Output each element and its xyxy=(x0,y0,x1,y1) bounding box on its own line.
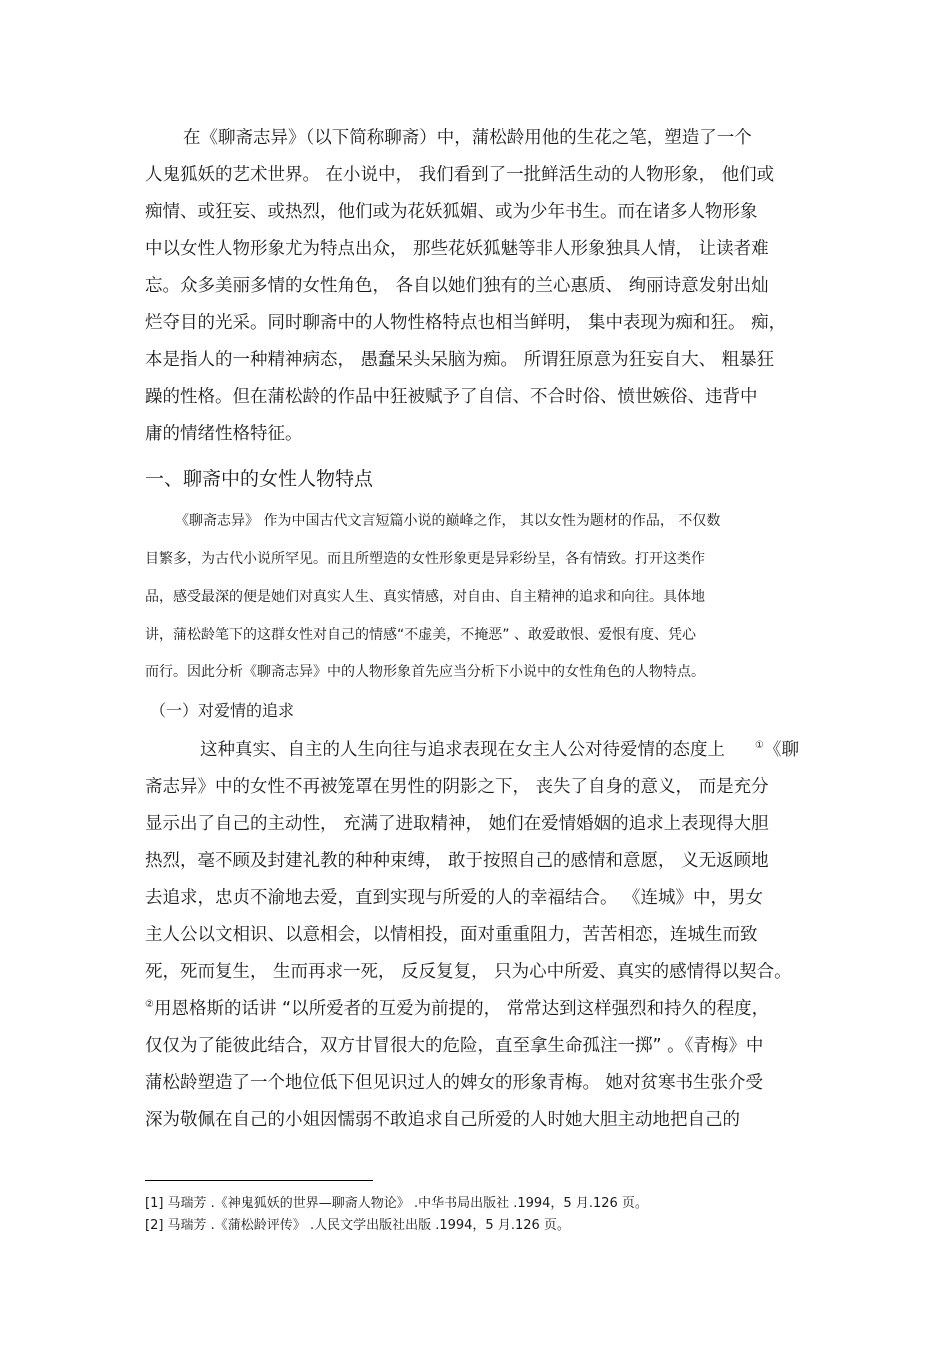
intro-line: 痴情、或狂妄、或热烈，他们或为花妖狐媚、或为少年书生。而在诸多人物形象 xyxy=(145,202,758,222)
subsection-line: 深为敬佩在自己的小姐因懦弱不敢追求自己所爱的人时她大胆主动地把自己的 xyxy=(145,1110,740,1130)
subsection-heading: （一）对爱情的追求 xyxy=(150,701,295,720)
intro-line: 忘。众多美丽多情的女性角色， 各自以她们独有的兰心惠质、 绚丽诗意发射出灿 xyxy=(145,276,769,296)
intro-line: 庸的情绪性格特征。 xyxy=(145,424,303,444)
intro-line: 本是指人的一种精神病态， 愚蠢呆头呆脑为痴。 所谓狂原意为狂妄自大、 粗暴狂 xyxy=(145,350,775,370)
intro-line: 在《聊斋志异》（以下简称聊斋）中，蒲松龄用他的生花之笔，塑造了一个 xyxy=(183,128,752,148)
subsection-line-text: 用恩格斯的话讲 “以所爱者的互爱为前提的， 常常达到这样强烈和持久的程度， xyxy=(153,999,770,1019)
section-line: 品，感受最深的便是她们对真实人生、真实情感，对自由、自主精神的追求和向往。具体地 xyxy=(145,589,705,605)
subsection-line: 斋志异》中的女性不再被笼罩在男性的阴影之下， 丧失了自身的意义， 而是充分 xyxy=(145,777,769,797)
subsection-line: 主人公以文相识、以意相会，以情相投，面对重重阻力，苦苦相恋，连城生而致 xyxy=(145,925,758,945)
subsection-line: 显示出了自己的主动性， 充满了进取精神， 她们在爱情婚姻的追求上表现得大胆 xyxy=(145,814,769,834)
subsection-line-text: 这种真实、自主的人生向往与追求表现在女主人公对待爱情的态度上 xyxy=(200,740,725,760)
subsection-line xyxy=(145,995,805,1020)
footnote-marker: ① xyxy=(755,740,764,752)
footnote: [1] 马瑞芳 .《神鬼狐妖的世界—聊斋人物论》 .中华书局出版社 .1994，5 月.126 页。 xyxy=(145,1196,648,1211)
intro-line: 烂夺目的光采。同时聊斋中的人物性格特点也相当鲜明， 集中表现为痴和狂。 痴， xyxy=(145,313,787,333)
section-line: 目繁多，为古代小说所罕见。而且所塑造的女性形象更是异彩纷呈，各有情致。打开这类作 xyxy=(145,551,705,567)
footnote: [2] 马瑞芳 .《蒲松龄评传》 .人民文学出版社出版 .1994，5 月.126 页。 xyxy=(145,1218,570,1233)
intro-line: 中以女性人物形象尤为特点出众， 那些花妖狐魅等非人形象独具人情， 让读者难 xyxy=(145,239,769,259)
intro-line: 躁的性格。但在蒲松龄的作品中狂被赋予了自信、不合时俗、愤世嫉俗、违背中 xyxy=(145,387,758,407)
subsection-line-tail: 《聊 xyxy=(763,740,799,760)
subsection-line: 热烈，毫不顾及封建礼教的种种束缚， 敢于按照自己的感情和意愿， 义无返顾地 xyxy=(145,851,769,871)
intro-line: 人鬼狐妖的艺术世界。 在小说中， 我们看到了一批鲜活生动的人物形象， 他们或 xyxy=(145,165,775,185)
section-line: 《聊斋志异》 作为中国古代文言短篇小说的巅峰之作， 其以女性为题材的作品， 不仅数 xyxy=(175,513,721,529)
footnote-separator xyxy=(145,1180,373,1181)
subsection-line: 蒲松龄塑造了一个地位低下但见识过人的婢女的形象青梅。 她对贫寒书生张介受 xyxy=(145,1073,764,1093)
subsection-line: 去追求，忠贞不渝地去爱，直到实现与所爱的人的幸福结合。 《连城》中，男女 xyxy=(145,888,764,908)
footnote-marker: ② xyxy=(145,999,154,1011)
section-line: 而行。因此分析《聊斋志异》中的人物形象首先应当分析下小说中的女性角色的人物特点。 xyxy=(145,664,705,680)
subsection-line xyxy=(200,736,860,761)
subsection-line: 死，死而复生， 生而再求一死， 反反复复， 只为心中所爱、真实的感情得以契合。 xyxy=(145,962,792,982)
section-line: 讲，蒲松龄笔下的这群女性对自己的情感“不虚美，不掩恶” 、敢爱敢恨、爱恨有度、凭心 xyxy=(145,627,696,643)
subsection-line: 仅仅为了能彼此结合，双方甘冒很大的危险，直至拿生命孤注一掷” 。《青梅》中 xyxy=(145,1036,764,1056)
section-heading: 一、聊斋中的女性人物特点 xyxy=(145,468,374,490)
